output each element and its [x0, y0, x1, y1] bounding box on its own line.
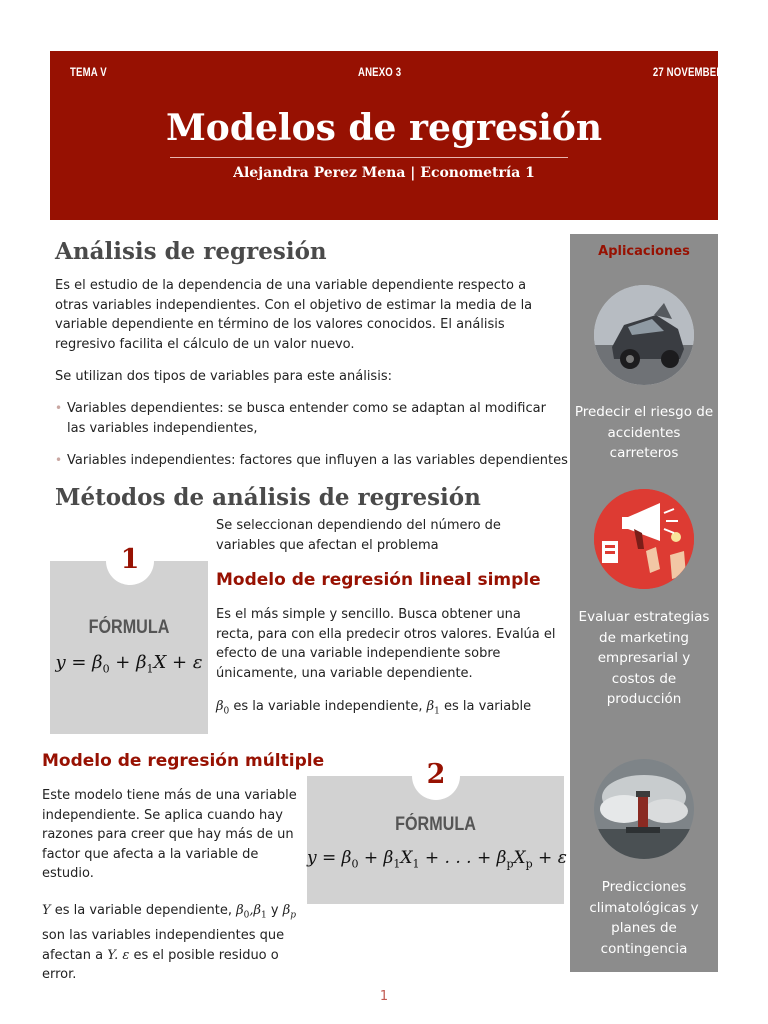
formula-label-simple: FÓRMULA: [88, 617, 170, 638]
simple-model-title: Modelo de regresión lineal simple: [216, 570, 541, 590]
car-crash-image: [594, 285, 694, 385]
header-anexo: ANEXO 3: [358, 65, 402, 79]
page-title: Modelos de regresión: [165, 107, 603, 149]
header-author: Alejandra Perez Mena | Econometría 1: [233, 165, 535, 181]
sidebar-item-3-text: Predicciones climatológicas y planes de contingencia: [589, 879, 699, 957]
sidebar-title: Aplicaciones: [598, 244, 690, 259]
sidebar-item-2-text: Evaluar estrategias de marketing empresarial y costos de producción: [578, 609, 710, 707]
analysis-paragraph-2: Se utilizan dos tipos de variables para este análisis:: [55, 369, 392, 384]
multiple-model-title: Modelo de regresión múltiple: [42, 751, 325, 771]
bullet-dependent: • Variables dependientes: se busca entender como se adaptan al modificar las variables independientes,: [55, 399, 562, 438]
sidebar-item-1-text: Predecir el riesgo de accidentes carreteros: [574, 404, 714, 461]
marketing-megaphone-image: [594, 489, 694, 589]
header-date: 27 NOVEMBER 2023: [652, 65, 748, 79]
simple-model-note: $\beta_0$ es la variable independiente, $\beta_1$ es la variable: [216, 699, 532, 717]
simple-model-description: Es el más simple y sencillo. Busca obtener una recta, para con ella predecir otros valores. Evalúa el efecto de una variable independiente sobre únicamente, una variable dependiente.: [216, 607, 556, 681]
multiple-model-description: Este modelo tiene más de una variable independiente. Se aplica cuando hay razones para creer que hay más de un factor que afecta a la variable de estudio.: [42, 788, 297, 881]
methods-heading: Métodos de análisis de regresión: [55, 484, 481, 511]
analysis-paragraph-1: Es el estudio de la dependencia de una variable dependiente respecto a otras variables independientes. Con el objetivo de estimar la media de la variable dependiente en término de los valores conocidos. El análisis regresivo facilita el cálculo de un valor nuevo.: [55, 278, 533, 352]
header-divider: [170, 157, 568, 158]
badge-number-2: 2: [412, 752, 460, 800]
bullet-independent: • Variables independientes: factores que influyen a las variables dependientes: [55, 451, 572, 471]
formula-simple-equation: $y = \beta_0 + \beta_1X + \varepsilon$: [55, 652, 203, 676]
header-tema: TEMA V: [70, 65, 107, 79]
badge-number-1: 1: [106, 537, 154, 585]
multiple-model-note: Y es la variable dependiente, $\beta_0,\beta_1$ y $\beta_p$ son las variables independientes que afectan a Y. ε es el posible residuo o error.: [42, 903, 297, 983]
applications-sidebar: [570, 234, 718, 972]
formula-multiple-equation: $y = \beta_0 + \beta_1X_1$ + . . . + $\beta_pX_p + \varepsilon$: [307, 848, 567, 871]
analysis-heading: Análisis de regresión: [55, 238, 327, 265]
storm-lighthouse-image: [594, 759, 694, 859]
header-banner: [50, 51, 748, 220]
formula-label-multiple: FÓRMULA: [395, 814, 476, 835]
formula-box-simple: [50, 561, 208, 734]
page-number: 1: [379, 989, 389, 1004]
methods-intro: Se seleccionan dependiendo del número de variables que afectan el problema: [216, 518, 501, 553]
